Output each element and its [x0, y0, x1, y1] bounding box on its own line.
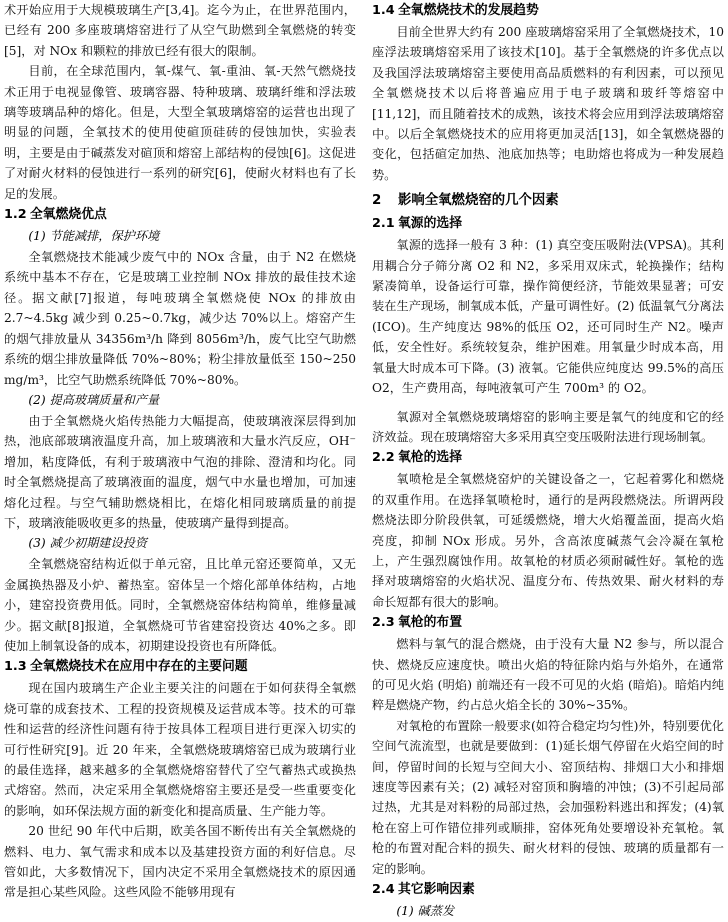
left-column — [4, 0, 356, 903]
paragraph-domestic-concerns: 现在国内玻璃生产企业主要关注的问题在于如何获得全氧燃烧可靠的成套技术、工程的投资规模及运营成本等。技术的可靠性和运营的经济性问题有待于按具体工程项目进行更深入切实的可行性研究[9]。近 20 年来，全氧燃烧玻璃熔窑已成为玻璃行业的最佳选择，越来越多的全氧燃烧熔窑替代了空气蓄热式或换热式熔窑。然而，决定采用全氧燃烧熔窑主要还是受一些重要变化的影响，如环保法规方面的新变化和提高质量、生产能力等。 — [4, 681, 356, 818]
section-number: 2 — [372, 193, 382, 209]
subheading-initial-investment: (3) 减少初期建设投资 — [28, 536, 148, 551]
section-heading-2 — [372, 189, 724, 213]
section-number: 2.3 — [372, 615, 395, 631]
paragraph-global-application: 目前，在全球范围内，氧-煤气、氧-重油、氧-天然气燃烧技术正用于电视显像管、玻璃容器、特种玻璃、玻璃纤维和浮法玻璃等玻璃品种的熔化。但是，大型全氧玻璃熔窑的运营也出现了明显的问题，全氧技术的使用使碹顶硅砖的侵蚀加快，实验表明，主要是由于碱蒸发对碹顶和熔窑上部结构的侵蚀[6]。这促进了对耐火材料的侵蚀进行一系列的研究[6]，使耐火材料也有了长足的发展。 — [4, 64, 356, 201]
section-heading-2-4 — [372, 879, 724, 901]
section-heading-2-2 — [372, 447, 724, 469]
paragraph-nox-reduction: 全氧燃烧技术能减少废气中的 NOx 含量，由于 N2 在燃烧系统中基本不存在，它是玻璃工业控制 NOx 排放的最佳技术途径。据文献[7]报道，每吨玻璃全氧燃烧使 NOx 的排放由 2.7~4.5kg 减少到 0.25~0.7kg，减少达 70%以上。熔窑产生的烟气排放量从 34356m³/h 降到 8056m³/h，废气比空气助燃系统的烟尘排放量降低 70%~80%；粉尘排放量低至 150~250 mg/m³，比空气助燃系统降低 70%~80%。 — [4, 250, 356, 387]
section-number: 1.4 — [372, 3, 395, 18]
section-number: 2.1 — [372, 216, 395, 232]
section-title: 其它影响因素 — [398, 882, 475, 898]
paragraph-flame: 燃料与氧气的混合燃烧，由于没有大量 N2 参与，所以混合快、燃烧反应速度快。喷出火焰的特征除内焰与外焰外，在通常的可见火焰 (明焰) 前端还有一段不可见的火焰 (暗焰)。暗焰内纯粹是燃烧产物，约占总火焰全长的 30%~35%。 — [372, 637, 724, 713]
section-title: 全氧燃烧优点 — [30, 207, 107, 223]
paragraph-oxygen-source: 氧源的选择一般有 3 种：(1) 真空变压吸附法(VPSA)。其利用耦合分子筛分离 O2 和 N2，多采用双床式，轮换操作；结构紧凑简单，设备运行可靠，操作简便经济，节能效果显著；可安装在生产现场，制氧成本低，产量可调性好。(2) 低温氧气分离法 (ICO)。生产纯度达 98%的低压 O2，还可同时生产 N2。噪声低，安全性好。系统较复杂，维护困难。用氧量少时成本高，用氧量大时成本可下降。(3) 液氧。它能供应纯度达 99.5%的高压 O2，生产费用高，每吨液氧可产生 700m³ 的 O2。 — [372, 238, 724, 396]
section-title: 氧枪的布置 — [398, 615, 462, 631]
paragraph-development-trend: 目前全世界大约有 200 座玻璃熔窑采用了全氧燃烧技术，10 座浮法玻璃熔窑采用了该技术[10]。基于全氧燃烧的许多优点以及我国浮法玻璃熔窑主要使用高品质燃料的有利因素，可以预见全氧燃烧技术以后将普遍应用于电子玻璃和玻纤等熔窑中[11,12]，而且随着技术的成熟，该技术将会应用到浮法玻璃熔窑中。以后全氧燃烧技术的应用将更加灵活[13]，如全氧燃烧器的变化，包括碹定加热、池底加热等；电助熔也将成为一种发展趋势。 — [372, 25, 724, 182]
section-heading-2-3 — [372, 612, 724, 634]
paragraph-oxygen-purity: 氧源对全氧燃烧玻璃熔窑的影响主要是氧气的纯度和它的经济效益。现在玻璃熔窑大多采用真空变压吸附法进行现场制氧。 — [372, 409, 724, 444]
right-column — [372, 0, 724, 922]
section-number: 1.3 — [4, 659, 27, 675]
section-heading-1-4 — [372, 0, 724, 22]
paragraph-intro-continued: 术开始应用于大规模玻璃生产[3,4]。迄今为止，在世界范围内，已经有 200 多座玻璃熔窑进行了从空气助燃到全氧燃烧的转变[5]，对 NOx 和颗粒的排放已经有很大的限制。 — [4, 3, 356, 58]
subheading-alkali-evaporation: (1) 碱蒸发 — [396, 904, 455, 919]
section-heading-1-3 — [4, 656, 356, 678]
paragraph-investment: 全氧燃烧窑结构近似于单元窑，且比单元窑还要简单，又无金属换热器及小炉、蓄热室。窑体呈一个熔化部单体结构，占地小，建窑投资费用低。同时，全氧燃烧窑体结构简单，维修量减少。据文献[8]报道，全氧燃烧可节省建窑投资达 40%之多。即使加上制氧设备的成本，初期建设投资也有所降低。 — [4, 557, 356, 653]
paragraph-glass-quality: 由于全氧燃烧火焰传热能力大幅提高，使玻璃液深层得到加热，池底部玻璃液温度升高，加上玻璃液和大量水汽反应，OH⁻增加，粘度降低，有利于玻璃液中气泡的排除、澄清和均化。同时全氧燃烧提高了玻璃液面的温度，烟气中水量也增加，可加速熔化过程。与空气辅助燃烧相比，在熔化相同玻璃质量的前提下，玻璃液能吸收更多的热量，使玻璃产量得到提高。 — [4, 413, 356, 530]
section-number: 2.2 — [372, 450, 395, 466]
paragraph-oxygen-lance: 氧喷枪是全氧燃烧窑炉的关键设备之一，它起着雾化和燃烧的双重作用。在选择氧喷枪时，通行的是两段燃烧法。所谓两段燃烧法即分阶段供氧，可延缓燃烧，增大火焰覆盖面，提高火焰亮度，抑制 NOx 形成。另外，含高浓度碱蒸气会冷凝在氧枪上，产生强烈腐蚀作用。故氧枪的材质必须耐碱性好。氧枪的选择对玻璃熔窑的火焰状况、温度分布、传热效果、耐火材料的寿命长短都有很大的影响。 — [372, 472, 724, 609]
section-title: 全氧燃烧技术在应用中存在的主要问题 — [30, 659, 248, 675]
section-title: 全氧燃烧技术的发展趋势 — [398, 3, 539, 18]
section-number: 1.2 — [4, 207, 27, 223]
subheading-energy-saving: (1) 节能减排，保护环境 — [28, 229, 160, 244]
paragraph-1990s: 20 世纪 90 年代中后期，欧美各国不断传出有关全氧燃烧的燃料、电力、氧气需求和成本以及基建投资方面的利好信息。尽管如此，大多数情况下，国内决定不采用全氧燃烧技术的原因通常是担心某些风险。这些风险不能够用现有 — [4, 824, 356, 900]
subheading-quality-output: (2) 提高玻璃质量和产量 — [28, 392, 160, 407]
section-title: 氧枪的选择 — [398, 450, 462, 466]
section-heading-1-2 — [4, 204, 356, 226]
section-heading-2-1 — [372, 213, 724, 235]
paragraph-lance-layout: 对氧枪的布置除一般要求(如符合稳定均匀性)外，特别要优化空间气流流型，也就是要做到：(1)延长烟气停留在火焰空间的时间，停留时间的长短与空间大小、窑顶结构、排烟口大小和排烟速度等因素有关；(2) 减轻对窑顶和胸墙的冲蚀；(3)不引起局部过热，尤其是对料粉的局部过热，会加强粉料逃出和挥发；(4)氧枪在窑上可作错位排列或顺排，窑体死角处要增设补充氧枪。氧枪的布置对配合料的损失、耐火材料的侵蚀、玻璃的质量都有一定的影响。 — [372, 718, 724, 876]
section-number: 2.4 — [372, 882, 395, 898]
section-title: 氧源的选择 — [398, 216, 462, 232]
section-title: 影响全氧燃烧窑的几个因素 — [398, 193, 559, 209]
